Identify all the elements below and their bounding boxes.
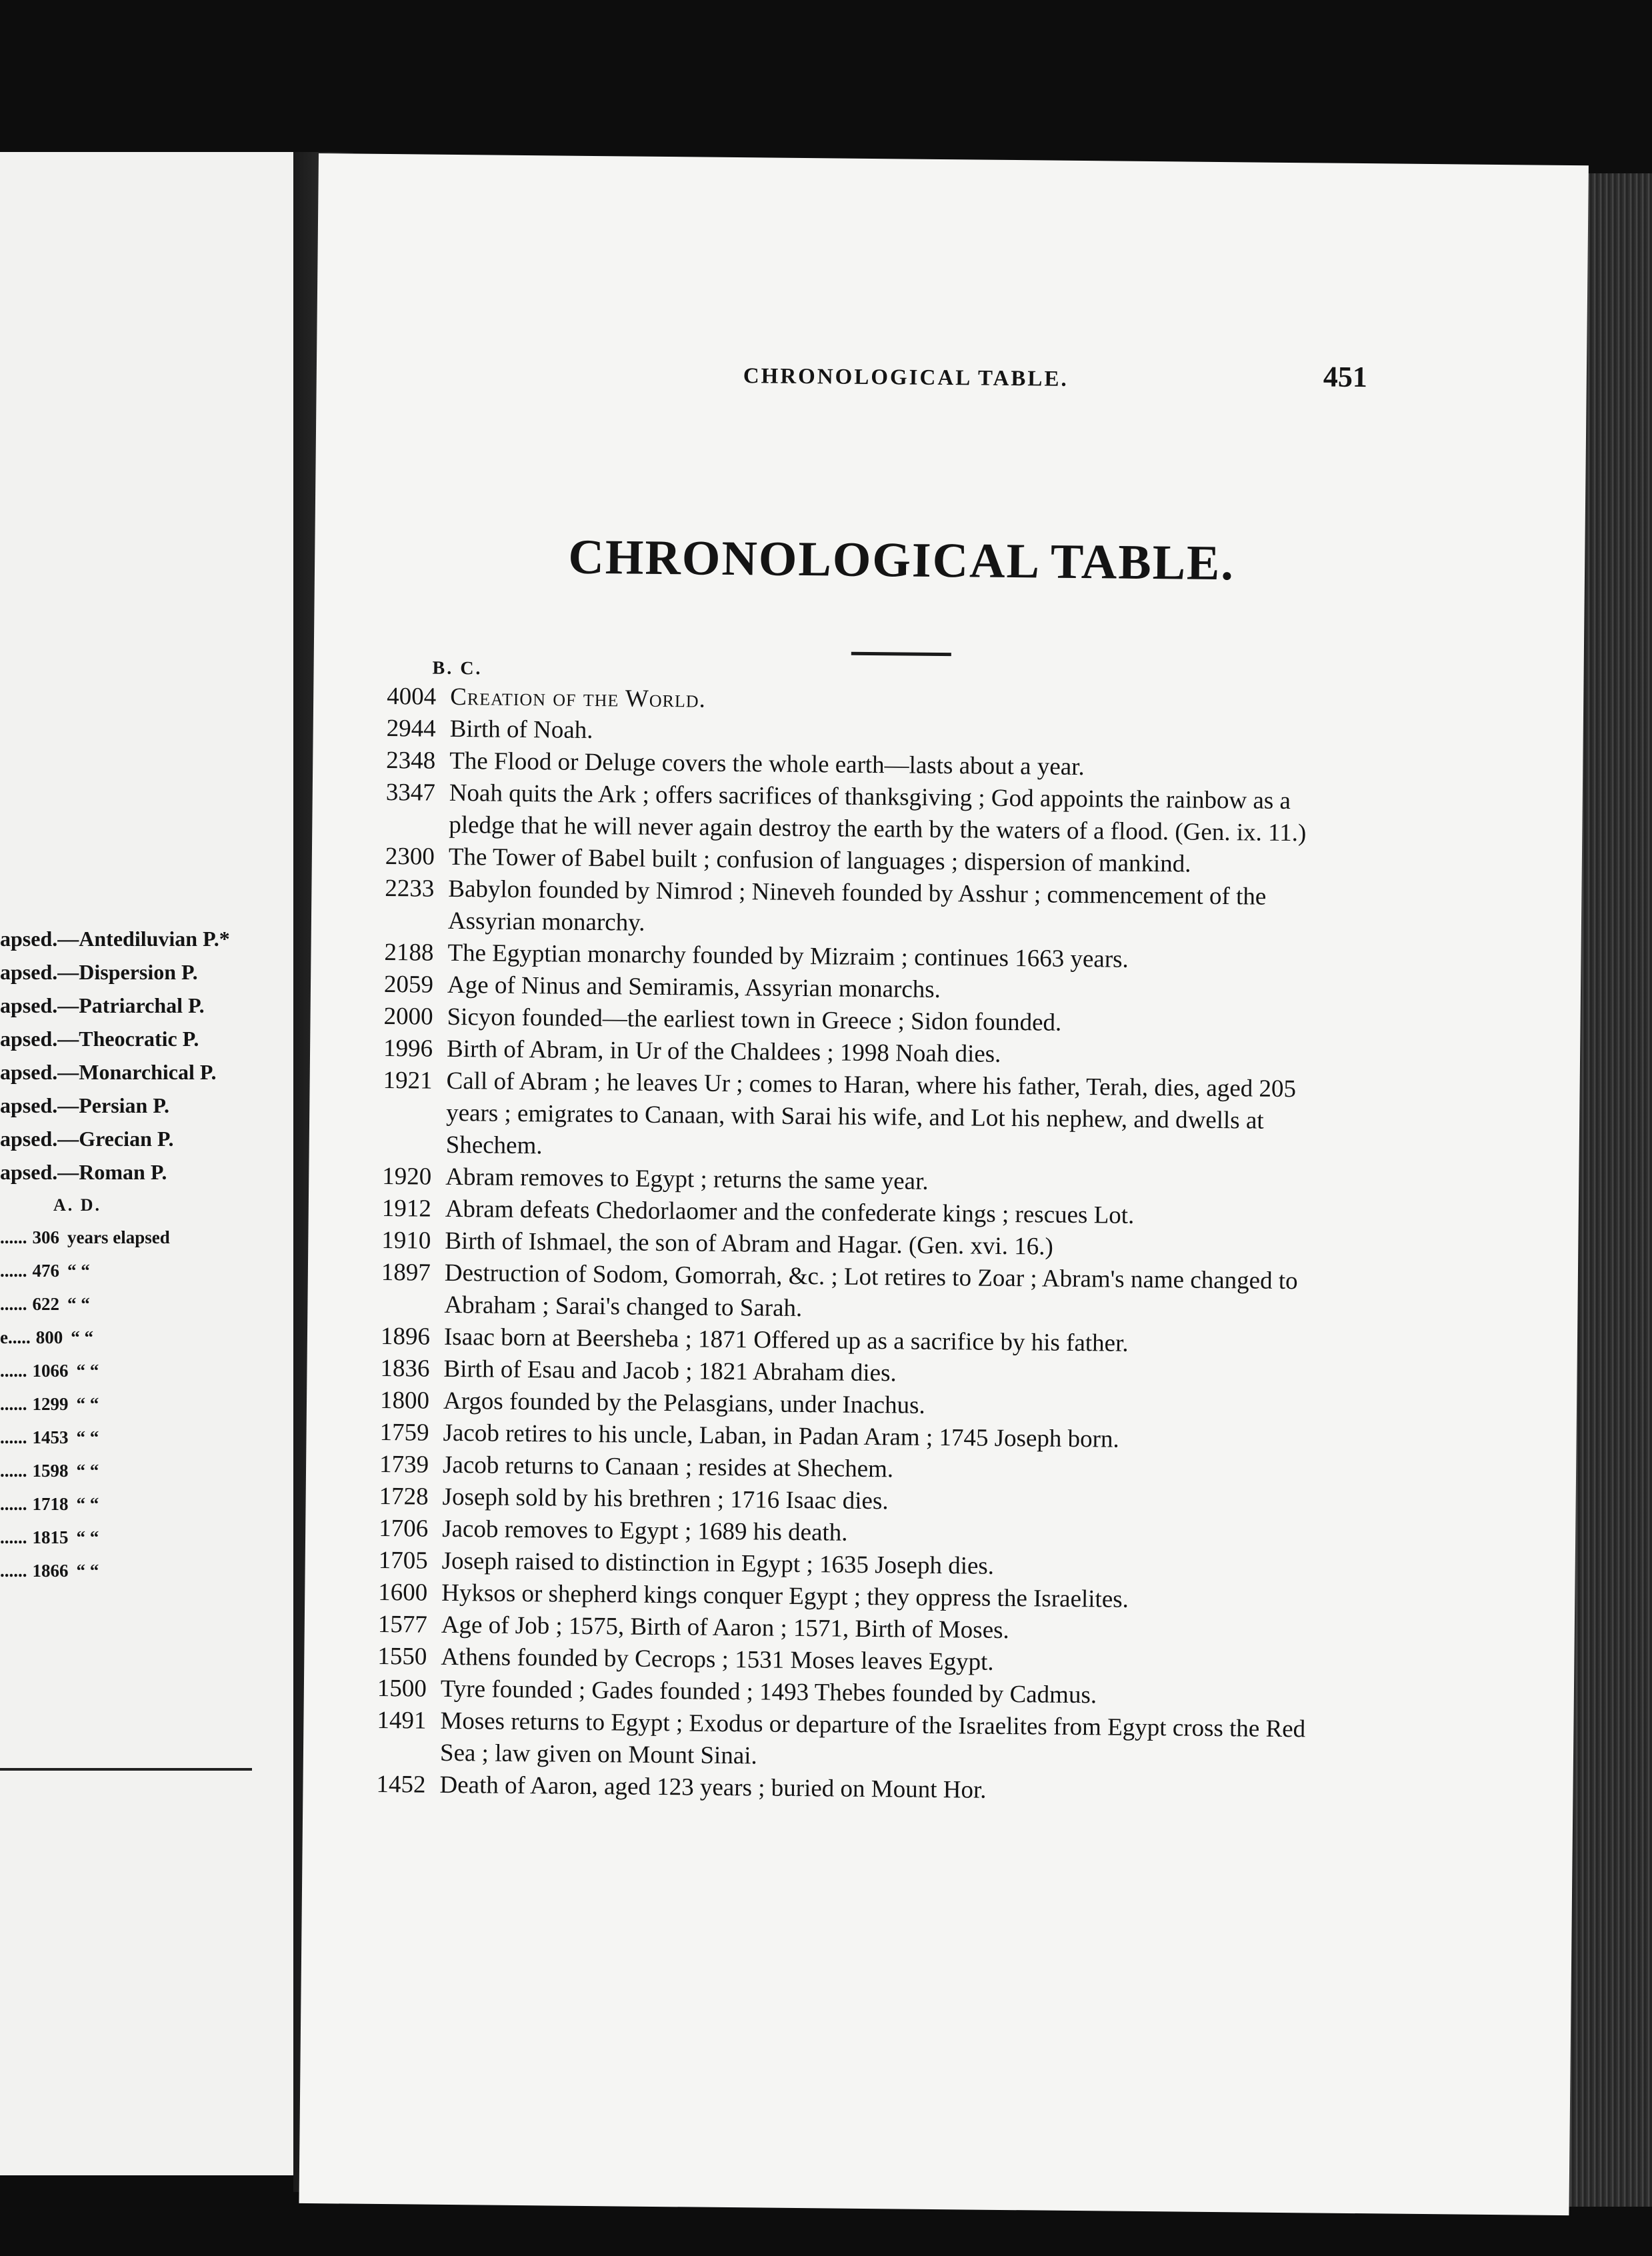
entry-text: The Flood or Deluge covers the whole earth—lasts about a year. — [449, 747, 1085, 781]
year-value: 622 — [32, 1294, 59, 1314]
page-title: CHRONOLOGICAL TABLE. — [568, 529, 1235, 591]
era-label: B. C. — [432, 657, 483, 679]
entry-text: Birth of Ishmael, the son of Abram and Hagar. (Gen. xvi. 16.) — [445, 1227, 1053, 1261]
leader-dots: e..... — [0, 1327, 31, 1347]
leader-dots: ...... — [0, 1461, 27, 1481]
entry-text: Joseph sold by his brethren ; 1716 Isaac dies. — [442, 1483, 889, 1515]
entry-year: 4004 — [386, 683, 437, 711]
entry-year: 3347 — [385, 779, 435, 807]
entry-text: Hyksos or shepherd kings conquer Egypt ; they oppress the Israelites. — [441, 1579, 1129, 1613]
year-row — [0, 1527, 99, 1548]
entry-text: Jacob returns to Canaan ; resides at Shechem. — [442, 1451, 894, 1483]
year-value: 306 — [32, 1227, 59, 1247]
year-label: “ “ — [76, 1427, 99, 1447]
leader-dots: ...... — [0, 1394, 27, 1414]
period-item: apsed.—Roman P. — [0, 1160, 167, 1184]
year-label: “ “ — [76, 1527, 99, 1547]
entry-text: Birth of Abram, in Ur of the Chaldees ; 1998 Noah dies. — [446, 1035, 1001, 1068]
entry-year: 1500 — [377, 1674, 427, 1703]
year-label: “ “ — [67, 1294, 90, 1314]
leader-dots: ...... — [0, 1294, 27, 1314]
entry-text: Age of Job ; 1575, Birth of Aaron ; 1571, Birth of Moses. — [441, 1611, 1009, 1645]
entry-year: 1836 — [380, 1354, 430, 1383]
chronology-entries — [376, 681, 1340, 1810]
period-item: apsed.—Dispersion P. — [0, 960, 198, 984]
page-number: 451 — [1323, 360, 1368, 394]
chronology-entry — [381, 1257, 1335, 1330]
entry-text: Death of Aaron, aged 123 years ; buried on Mount Hor. — [439, 1771, 987, 1804]
year-value: 1299 — [32, 1394, 69, 1414]
chronology-entry — [383, 1065, 1337, 1170]
entry-year: 2000 — [383, 1002, 433, 1031]
entry-text: Birth of Esau and Jacob ; 1821 Abraham dies. — [443, 1355, 897, 1387]
year-value: 1815 — [32, 1527, 69, 1547]
right-page — [299, 153, 1588, 2215]
entry-year: 2059 — [383, 970, 434, 999]
year-label: “ “ — [76, 1461, 99, 1481]
leader-dots: ...... — [0, 1361, 27, 1381]
entry-year: 1996 — [383, 1034, 433, 1063]
period-item: apsed.—Patriarchal P. — [0, 993, 205, 1017]
year-label: “ “ — [76, 1394, 99, 1414]
left-page — [0, 152, 293, 2175]
year-value: 800 — [35, 1327, 63, 1347]
entry-text: Noah quits the Ark ; offers sacrifices of thanksgiving ; God appoints the rainbow as a pledge that he will never again destroy the earth by the waters of a flood. (Gen. ix. 11.) — [449, 779, 1307, 847]
running-head: CHRONOLOGICAL TABLE. — [743, 364, 1069, 391]
entry-text: Tyre founded ; Gades founded ; 1493 Thebes founded by Cadmus. — [440, 1675, 1097, 1709]
entry-year: 2348 — [386, 747, 436, 775]
entry-year: 1705 — [378, 1546, 428, 1575]
entry-year: 1897 — [381, 1258, 431, 1287]
year-label: “ “ — [71, 1327, 93, 1347]
entry-text: Abram removes to Egypt ; returns the same year. — [445, 1163, 929, 1195]
year-value: 1866 — [32, 1561, 69, 1581]
entry-year: 1896 — [380, 1322, 431, 1351]
entry-text: Argos founded by the Pelasgians, under Inachus. — [443, 1387, 925, 1419]
period-item: apsed.—Persian P. — [0, 1093, 169, 1117]
entry-year: 1910 — [381, 1226, 431, 1255]
entry-year: 1920 — [382, 1162, 432, 1191]
entry-text: Sicyon founded—the earliest town in Greece ; Sidon founded. — [447, 1003, 1062, 1037]
entry-text: Destruction of Sodom, Gomorrah, &c. ; Lot retires to Zoar ; Abram's name changed to Abraham ; Sarai's changed to Sarah. — [444, 1259, 1298, 1323]
leader-dots: ...... — [0, 1227, 27, 1247]
leader-dots: ...... — [0, 1561, 27, 1581]
entry-year: 2188 — [384, 939, 434, 967]
year-row — [0, 1294, 90, 1315]
entry-year: 1550 — [377, 1642, 427, 1671]
year-row — [0, 1227, 170, 1248]
year-row — [0, 1394, 99, 1415]
chronology-entry — [385, 777, 1339, 850]
entry-text: Call of Abram ; he leaves Ur ; comes to Haran, where his father, Terah, dies, aged 205 years ; emigrates to Canaan, with Sarai his wife, and Lot his nephew, and dwells at Shechem. — [445, 1067, 1297, 1160]
entry-year: 1912 — [381, 1194, 432, 1223]
entry-year: 1706 — [379, 1514, 429, 1543]
entry-text: The Egyptian monarchy founded by Mizraim ; continues 1663 years. — [447, 939, 1129, 973]
year-row — [0, 1361, 99, 1381]
entry-text: Creation of the World. — [449, 683, 707, 713]
leader-dots: ...... — [0, 1427, 27, 1447]
entry-text: Birth of Noah. — [449, 715, 593, 744]
chronology-entry — [385, 873, 1339, 946]
year-value: 1598 — [32, 1461, 69, 1481]
entry-year: 1759 — [379, 1418, 429, 1447]
entry-year: 2300 — [385, 843, 435, 871]
year-label: “ “ — [76, 1561, 99, 1581]
leader-dots: ...... — [0, 1494, 27, 1514]
chronology-entry — [377, 1705, 1331, 1778]
entry-year: 1739 — [379, 1450, 429, 1479]
year-row — [0, 1561, 99, 1581]
year-row — [0, 1261, 90, 1281]
period-item: apsed.—Grecian P. — [0, 1127, 174, 1151]
entry-year: 1800 — [379, 1386, 430, 1415]
year-label: years elapsed — [67, 1227, 170, 1247]
left-rule — [0, 1768, 252, 1771]
entry-text: Moses returns to Egypt ; Exodus or departure of the Israelites from Egypt cross the Red Sea ; law given on Mount Sinai. — [439, 1707, 1306, 1770]
entry-text: Babylon founded by Nimrod ; Nineveh founded by Asshur ; commencement of the Assyrian monarchy. — [447, 875, 1267, 937]
entry-text: Athens founded by Cecrops ; 1531 Moses leaves Egypt. — [441, 1643, 994, 1676]
entry-text: Joseph raised to distinction in Egypt ; 1635 Joseph dies. — [441, 1547, 995, 1580]
leader-dots: ...... — [0, 1261, 27, 1281]
year-value: 1718 — [32, 1494, 69, 1514]
entry-text: Isaac born at Beersheba ; 1871 Offered up as a sacrifice by his father. — [443, 1323, 1129, 1357]
year-value: 476 — [32, 1261, 59, 1281]
entry-text: Age of Ninus and Semiramis, Assyrian monarchs. — [447, 971, 941, 1004]
year-row — [0, 1327, 93, 1348]
entry-year: 1491 — [377, 1706, 427, 1735]
year-row — [0, 1427, 99, 1448]
entry-year: 2944 — [386, 715, 436, 743]
title-rule — [851, 652, 951, 656]
entry-year: 1577 — [377, 1610, 428, 1639]
year-row — [0, 1461, 99, 1481]
ad-label: A. D. — [53, 1195, 102, 1215]
entry-year: 1452 — [376, 1770, 426, 1799]
entry-year: 1921 — [383, 1066, 433, 1095]
entry-year: 1728 — [379, 1482, 429, 1511]
entry-text: Abram defeats Chedorlaomer and the confederate kings ; rescues Lot. — [445, 1195, 1135, 1229]
leader-dots: ...... — [0, 1527, 27, 1547]
year-label: “ “ — [67, 1261, 90, 1281]
period-item: apsed.—Theocratic P. — [0, 1027, 199, 1051]
year-label: “ “ — [76, 1361, 99, 1381]
year-value: 1066 — [32, 1361, 69, 1381]
year-label: “ “ — [76, 1494, 99, 1514]
period-item: apsed.—Monarchical P. — [0, 1060, 217, 1084]
entry-text: Jacob removes to Egypt ; 1689 his death. — [442, 1515, 848, 1547]
year-row — [0, 1494, 99, 1515]
entry-year: 2233 — [385, 875, 435, 903]
entry-text: The Tower of Babel built ; confusion of languages ; dispersion of mankind. — [448, 843, 1191, 878]
year-value: 1453 — [32, 1427, 69, 1447]
entry-year: 1600 — [378, 1578, 428, 1607]
period-item: apsed.—Antediluvian P.* — [0, 927, 230, 951]
entry-text: Jacob retires to his uncle, Laban, in Padan Aram ; 1745 Joseph born. — [443, 1419, 1119, 1453]
